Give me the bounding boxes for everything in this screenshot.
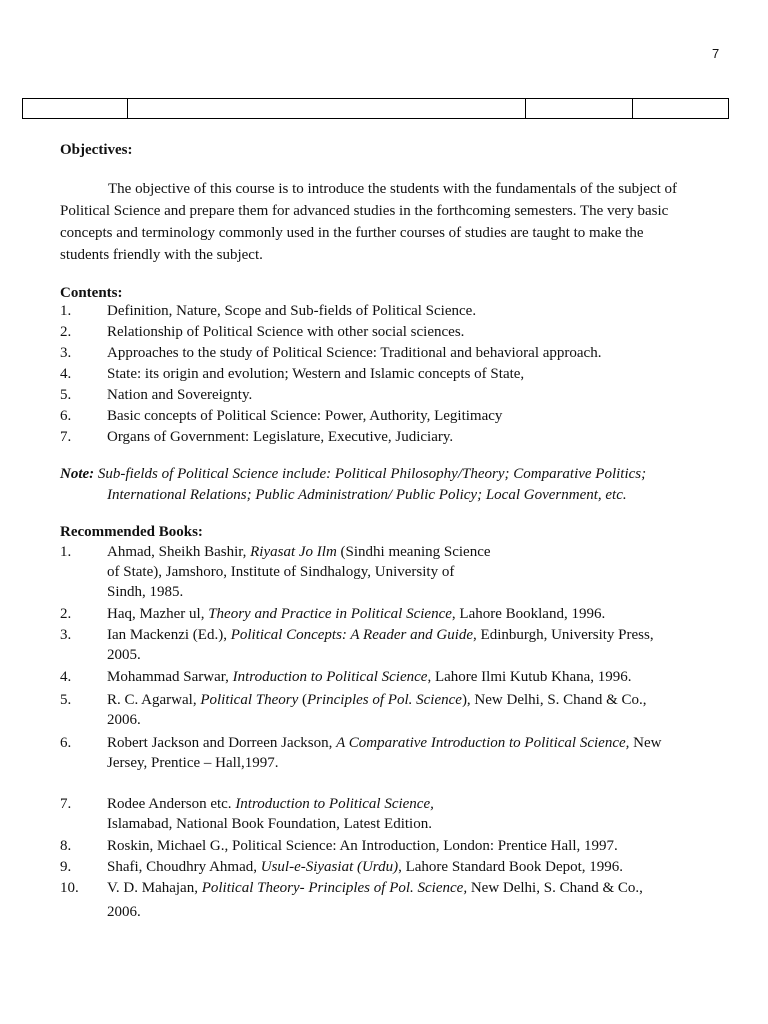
contents-list [60, 301, 601, 448]
note [60, 464, 710, 506]
page-number: 7 [712, 46, 720, 61]
objectives-paragraph [60, 178, 690, 266]
list-item: 1. Ahmad, Sheikh Bashir, Riyasat Jo Ilm (Sindhi meaning Science of State), Jamshoro, Institute of Sindhalogy, University of Sindh, 1985. [60, 544, 491, 600]
list-item: 5. Nation and Sovereignty. [60, 387, 253, 403]
list-item: 1. Definition, Nature, Scope and Sub-fields of Political Science. [60, 303, 477, 319]
list-item: 2. Relationship of Political Science with other social sciences. [60, 324, 465, 340]
header-cell [526, 99, 633, 119]
list-item: 4. State: its origin and evolution; Western and Islamic concepts of State, [60, 366, 525, 382]
header-table [22, 98, 729, 119]
note-label: Note: [60, 466, 95, 482]
header-cell [128, 99, 526, 119]
header-cell [633, 99, 729, 119]
note-line-1: Sub-fields of Political Science include: Political Philosophy/Theory; Comparative Politics; [97, 466, 647, 482]
objectives-heading: Objectives: [60, 142, 133, 158]
list-item: 5. R. C. Agarwal, Political Theory (Principles of Pol. Science), New Delhi, S. Chand & Co., 2006. [60, 692, 647, 728]
list-item: 9. Shafi, Choudhry Ahmad, Usul-e-Siyasiat (Urdu), Lahore Standard Book Depot, 1996. [60, 859, 624, 875]
list-item: 4. Mohammad Sarwar, Introduction to Political Science, Lahore Ilmi Kutub Khana, 1996. [60, 669, 632, 685]
list-item: 8. Roskin, Michael G., Political Science: An Introduction, London: Prentice Hall, 1997. [60, 838, 618, 854]
list-item: 3. Approaches to the study of Political Science: Traditional and behavioral approach. [60, 345, 602, 361]
list-item: 6. Robert Jackson and Dorreen Jackson, A Comparative Introduction to Political Science, New Jersey, Prentice – Hall,1997. [60, 735, 662, 771]
contents-heading: Contents: [60, 285, 123, 301]
note-line-2: International Relations; Public Administration/ Public Policy; Local Government, etc. [107, 487, 627, 503]
list-item: 2. Haq, Mazher ul, Theory and Practice in Political Science, Lahore Bookland, 1996. [60, 606, 606, 622]
list-item: 10. V. D. Mahajan, Political Theory- Principles of Pol. Science, New Delhi, S. Chand & Co., 2006. [60, 880, 643, 920]
list-item: 3. Ian Mackenzi (Ed.), Political Concepts: A Reader and Guide, Edinburgh, University Press, 2005. [60, 627, 654, 663]
objectives-text: The objective of this course is to introduce the students with the fundamentals of the subject of Political Science and prepare them for advanced studies in the forthcoming semesters. The very basic concepts and terminology commonly used in the further courses of studies are taught to make the students friendly with the subject. [60, 181, 678, 263]
books-heading: Recommended Books: [60, 524, 203, 540]
list-item: 6. Basic concepts of Political Science: Power, Authority, Legitimacy [60, 408, 503, 424]
list-item: 7. Rodee Anderson etc. Introduction to Political Science, Islamabad, National Book Foundation, Latest Edition. [60, 796, 434, 832]
header-cell [23, 99, 128, 119]
list-item: 7. Organs of Government: Legislature, Executive, Judiciary. [60, 429, 454, 445]
